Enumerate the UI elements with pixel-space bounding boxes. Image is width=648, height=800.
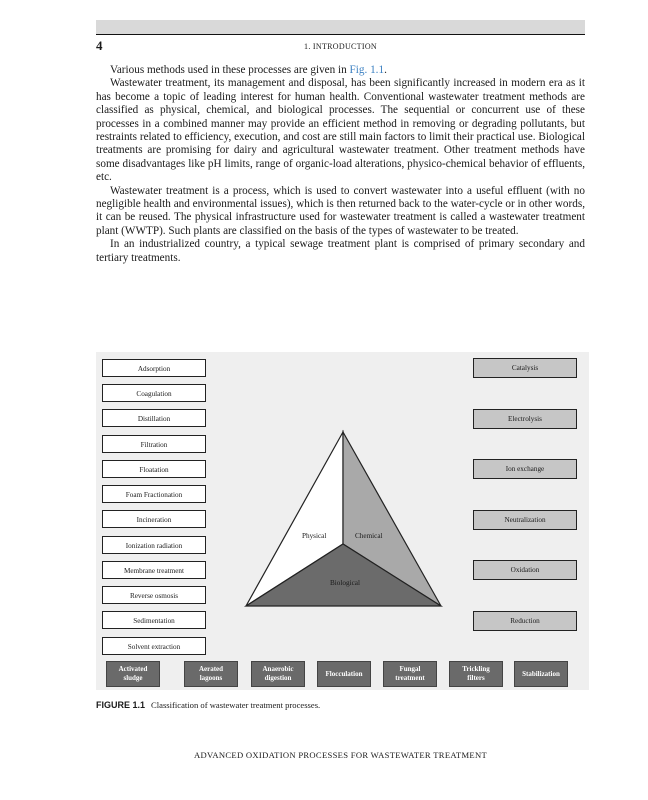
- chemical-method-box: Catalysis: [473, 358, 577, 378]
- triangle-label-physical: Physical: [302, 532, 327, 540]
- physical-method-box: Coagulation: [102, 384, 206, 402]
- triangle-label-chemical: Chemical: [355, 532, 383, 540]
- biological-method-box: Flocculation: [317, 661, 371, 687]
- biological-method-box: Aerated lagoons: [184, 661, 238, 687]
- physical-method-box: Distillation: [102, 409, 206, 427]
- physical-method-box: Ionization radiation: [102, 536, 206, 554]
- physical-method-box: Reverse osmosis: [102, 586, 206, 604]
- chemical-method-box: Ion exchange: [473, 459, 577, 479]
- caption-text: Classification of wastewater treatment processes.: [151, 700, 321, 710]
- body-text: [96, 64, 585, 265]
- triangle-label-biological: Biological: [330, 579, 360, 587]
- chemical-method-box: Oxidation: [473, 560, 577, 580]
- running-head: 1. INTRODUCTION: [304, 42, 377, 51]
- biological-method-box: Anaerobic digestion: [251, 661, 305, 687]
- figure-link[interactable]: Fig. 1.1: [349, 64, 385, 76]
- chemical-method-box: Electrolysis: [473, 409, 577, 429]
- physical-method-box: Membrane treatment: [102, 561, 206, 579]
- paragraph-1: Various methods used in these processes are given in Fig. 1.1.: [110, 64, 387, 76]
- chemical-method-box: Reduction: [473, 611, 577, 631]
- biological-method-box: Fungal treatment: [383, 661, 437, 687]
- physical-method-box: Foam Fractionation: [102, 485, 206, 503]
- biological-method-box: Activated sludge: [106, 661, 160, 687]
- physical-method-box: Adsorption: [102, 359, 206, 377]
- physical-method-box: Incineration: [102, 510, 206, 528]
- caption-label: FIGURE 1.1: [96, 700, 146, 710]
- paragraph-4: In an industrialized country, a typical sewage treatment plant is comprised of primary secondary and tertiary treatments.: [96, 238, 585, 264]
- header-rule: [96, 20, 585, 35]
- classification-triangle: [96, 352, 589, 657]
- physical-method-box: Floatation: [102, 460, 206, 478]
- physical-method-box: Sedimentation: [102, 611, 206, 629]
- chemical-method-box: Neutralization: [473, 510, 577, 530]
- physical-method-box: Filtration: [102, 435, 206, 453]
- paragraph-2: Wastewater treatment, its management and disposal, has been significantly increased in modern era as it has become a topic of leading interest for human health. Conventional wastewater treatment methods are classified as physical, chemical, and biological processes. The sequential or concurrent use of these processes in a combined manner may provide an efficient method in removing or degrading pollutants, but restraints related to efficiency, execution, and cost are still main factors to limit their practical use. Biological treatments are promising for dairy and agricultural wastewater treatment. Other treatment methods have some disadvantages like pH limits, range of organic-load alterations, physico-chemical behavior of effluents, etc.: [96, 77, 585, 184]
- paragraph-3: Wastewater treatment is a process, which is used to convert wastewater into a useful effluent (with no negligible health and environmental issues), which is then returned back to the water-cycle or in other words, it can be reused. The physical infrastructure used for wastewater treatment is called a wastewater treatment plant (WWTP). Such plants are classified on the basis of the types of wastewater to be treated.: [96, 184, 585, 237]
- running-footer: ADVANCED OXIDATION PROCESSES FOR WASTEWATER TREATMENT: [193, 750, 488, 760]
- classification-figure: [96, 352, 589, 690]
- figure-caption: [96, 700, 320, 710]
- page-number: 4: [96, 38, 103, 53]
- biological-method-box: Stabilization: [514, 661, 568, 687]
- biological-method-box: Trickling filters: [449, 661, 503, 687]
- physical-method-box: Solvent extraction: [102, 637, 206, 655]
